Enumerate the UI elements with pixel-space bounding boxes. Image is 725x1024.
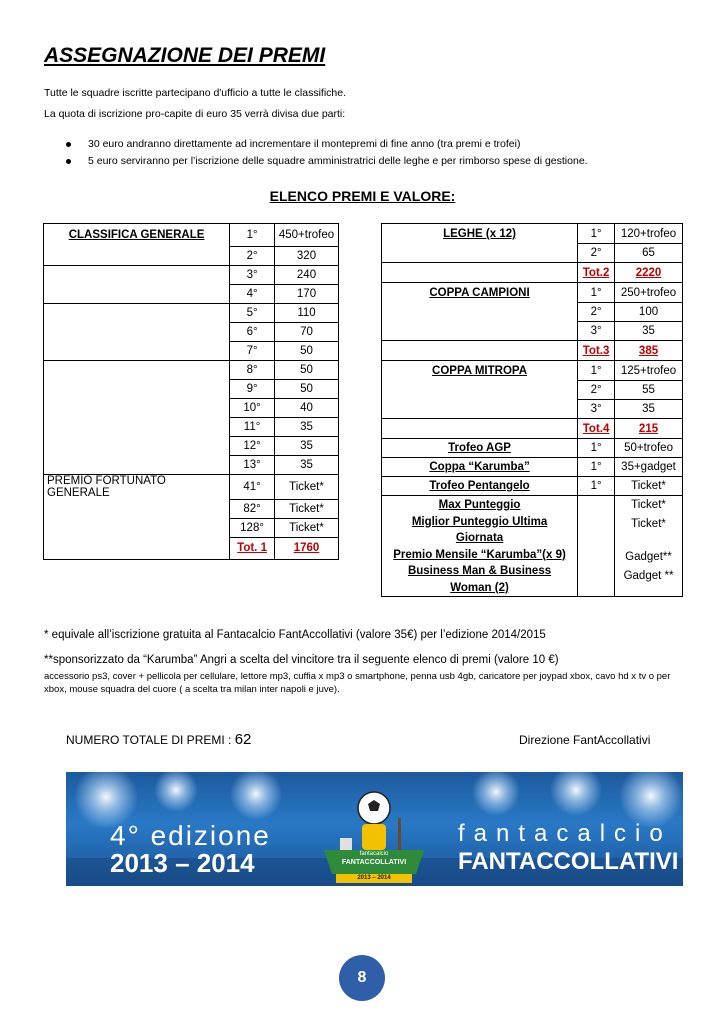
empty-cell [382,419,578,439]
position-cell: 41° [230,475,275,500]
position-cell: 1° [578,477,615,496]
total-label-cell [578,419,615,439]
classifica-table [43,223,339,560]
value-cell: 50+trofeo [615,439,683,458]
value-cell: 170 [275,285,339,304]
classifica-label: CLASSIFICA GENERALE [68,229,205,242]
classifica-label-cell [44,224,230,247]
fortunato-label: PREMIO FORTUNATO GENERALE [44,475,230,500]
trofeo-label-cell [382,439,578,458]
empty-cell [44,323,230,342]
position-cell: 128° [230,518,275,537]
total-label: Tot. 1 [237,542,267,554]
football-logo-icon [312,778,436,884]
badge-years-text: 2013 – 2014 [357,875,391,881]
value-cell: 250+trofeo [615,283,683,303]
empty-cell [44,418,230,437]
empty-cell [382,322,578,341]
value-cell: 50 [275,380,339,399]
value-cell: 120+trofeo [615,224,683,244]
total-label: Tot.2 [582,266,610,279]
position-cell: 3° [578,400,615,419]
mitropa-label-cell [382,361,578,381]
special-prize-label: Max Punteggio [438,499,521,511]
intro-line: La quota di iscrizione pro-capite di euro 35 verrà divisa due parti: [44,108,346,120]
logo-badge [312,778,436,884]
position-cell: 4° [230,285,275,304]
badge-main-text: FANTACCOLLATIVI [341,859,407,866]
leghe-table [381,223,683,597]
value-cell: 40 [275,399,339,418]
empty-cell [44,361,230,380]
total-prizes-label: NUMERO TOTALE DI PREMI : [66,733,232,747]
special-prize-label: Premio Mensile “Karumba”(x 9) [393,548,566,561]
position-cell: 1° [578,224,615,244]
position-cell: 1° [578,361,615,381]
position-cell: 13° [230,456,275,475]
bullet-icon [66,159,71,164]
mitropa-label: COPPA MITROPA [432,364,528,377]
spacer [618,534,679,548]
edition-years: 2013 – 2014 [110,848,255,878]
empty-cell [44,342,230,361]
total-value-cell [275,537,339,559]
total-value-cell [615,341,683,361]
position-cell: 5° [230,304,275,323]
special-values-cell [615,496,683,597]
position-cell: 12° [230,437,275,456]
special-prizes-cell [382,496,578,597]
empty-cell [44,456,230,475]
position-cell: 7° [230,342,275,361]
empty-cell [44,437,230,456]
total-value-cell [615,263,683,283]
value-cell: Ticket* [275,475,339,500]
bullet-item [88,155,588,167]
value-cell: 50 [275,342,339,361]
position-cell: 2° [578,244,615,263]
total-prizes [66,731,251,748]
value-cell: Ticket* [275,499,339,518]
position-cell: 3° [578,322,615,341]
footnote-ticket: * equivale all’iscrizione gratuita al Fantacalcio FantAccollativi (valore 35€) per l’edizione 2014/2015 [44,629,546,641]
value-cell: 320 [275,247,339,266]
total-label: Tot.3 [582,344,610,357]
section-heading: ELENCO PREMI E VALORE: [269,188,456,204]
value-cell: 240 [275,266,339,285]
value-cell: 35 [615,322,683,341]
empty-cell [44,399,230,418]
empty-cell [382,381,578,400]
special-prize-value: Gadget ** [623,570,674,582]
total-label: Tot.4 [582,422,610,435]
edition-number: 4° [110,820,141,851]
position-cell: 3° [230,266,275,285]
total-value-cell [615,419,683,439]
special-prize-label: Business Man & Business Woman (2) [407,565,552,594]
value-cell: Ticket* [275,518,339,537]
edition-word: edizione [150,820,271,851]
empty-cell [44,304,230,323]
empty-cell [382,303,578,322]
brand-main: FANTACCOLLATIVI [458,848,679,875]
leghe-label: LEGHE (x 12) [443,227,516,240]
position-cell: 11° [230,418,275,437]
total-label-cell [578,341,615,361]
total-label-cell [578,263,615,283]
empty-cell [382,244,578,263]
position-cell: 8° [230,361,275,380]
position-cell: 10° [230,399,275,418]
value-cell: 50 [275,361,339,380]
campioni-label-cell [382,283,578,303]
total-value: 215 [638,422,659,435]
value-cell: 125+trofeo [615,361,683,381]
position-cell: 2° [578,303,615,322]
footnote-gadget: **sponsorizzato da “Karumba” Angri a scelta del vincitore tra il seguente elenco di premi (valore 10 €) [44,654,559,666]
empty-cell [44,380,230,399]
trofeo-label: Coppa “Karumba” [429,461,530,473]
total-value: 385 [638,344,659,357]
value-cell: 110 [275,304,339,323]
bullet-text: 30 euro andranno direttamente ad incrementare il montepremi di fine anno (tra premi e trofei) [88,138,521,150]
empty-cell [44,285,230,304]
bullet-item [88,138,520,150]
value-cell: 70 [275,323,339,342]
trofeo-label: Trofeo AGP [448,442,511,454]
empty-cell [382,400,578,419]
page-number: 8 [339,955,385,1001]
value-cell: 55 [615,381,683,400]
value-cell: 100 [615,303,683,322]
value-cell: 450+trofeo [275,224,339,247]
special-prize-label: Miglior Punteggio Ultima Giornata [411,515,548,544]
trofeo-label-cell [382,458,578,477]
position-cell: 1° [578,439,615,458]
value-cell: 35 [275,456,339,475]
signature: Direzione FantAccollativi [519,733,651,747]
position-cell: 1° [578,283,615,303]
total-label-cell [230,537,275,559]
total-value: 1760 [293,542,320,554]
value-cell: 65 [615,244,683,263]
total-prizes-value: 62 [234,731,252,748]
empty-cell [382,263,578,283]
special-prize-value: Gadget** [625,551,672,563]
position-cell: 1° [230,224,275,247]
empty-cell [44,518,230,537]
trofeo-label: Trofeo Pentangelo [429,480,530,492]
total-value: 2220 [635,266,662,279]
empty-cell [44,266,230,285]
empty-cell [382,341,578,361]
value-cell: 35 [615,400,683,419]
gadget-list: accessorio ps3, cover + pellicola per cellulare, lettore mp3, cuffia x mp3 o smartphone, penna usb 4gb, caricatore per joypad xbox, cavo hd x tv o per xbox, mouse squadra del cuore ( a scelta tra milan inter napoli e juve). [44,671,671,695]
value-cell: Ticket* [615,477,683,496]
position-cell: 9° [230,380,275,399]
trofeo-label-cell [382,477,578,496]
badge-small-text: fantacalcio [359,851,389,857]
empty-cell [578,496,615,597]
campioni-label: COPPA CAMPIONI [429,286,530,299]
empty-cell [44,499,230,518]
value-cell: 35 [275,437,339,456]
leghe-label-cell [382,224,578,244]
intro-line: Tutte le squadre iscritte partecipano d'ufficio a tutte le classifiche. [44,87,346,99]
position-cell: 2° [578,381,615,400]
position-cell: 1° [578,458,615,477]
value-cell: 35 [275,418,339,437]
empty-cell [44,537,230,559]
page-title: ASSEGNAZIONE DEI PREMI [44,44,326,67]
brand-top: fantacalcio [458,820,672,847]
value-cell: 35+gadget [615,458,683,477]
special-prize-value: Ticket* [631,518,666,530]
bullet-icon [66,142,71,147]
position-cell: 6° [230,323,275,342]
special-prize-value: Ticket* [631,499,666,511]
position-cell: 82° [230,499,275,518]
bullet-text: 5 euro serviranno per l’iscrizione delle squadre amministratrici delle leghe e per rimborso spese di gestione. [88,155,588,167]
edition-banner [66,772,683,886]
position-cell: 2° [230,247,275,266]
empty-cell [44,247,230,266]
